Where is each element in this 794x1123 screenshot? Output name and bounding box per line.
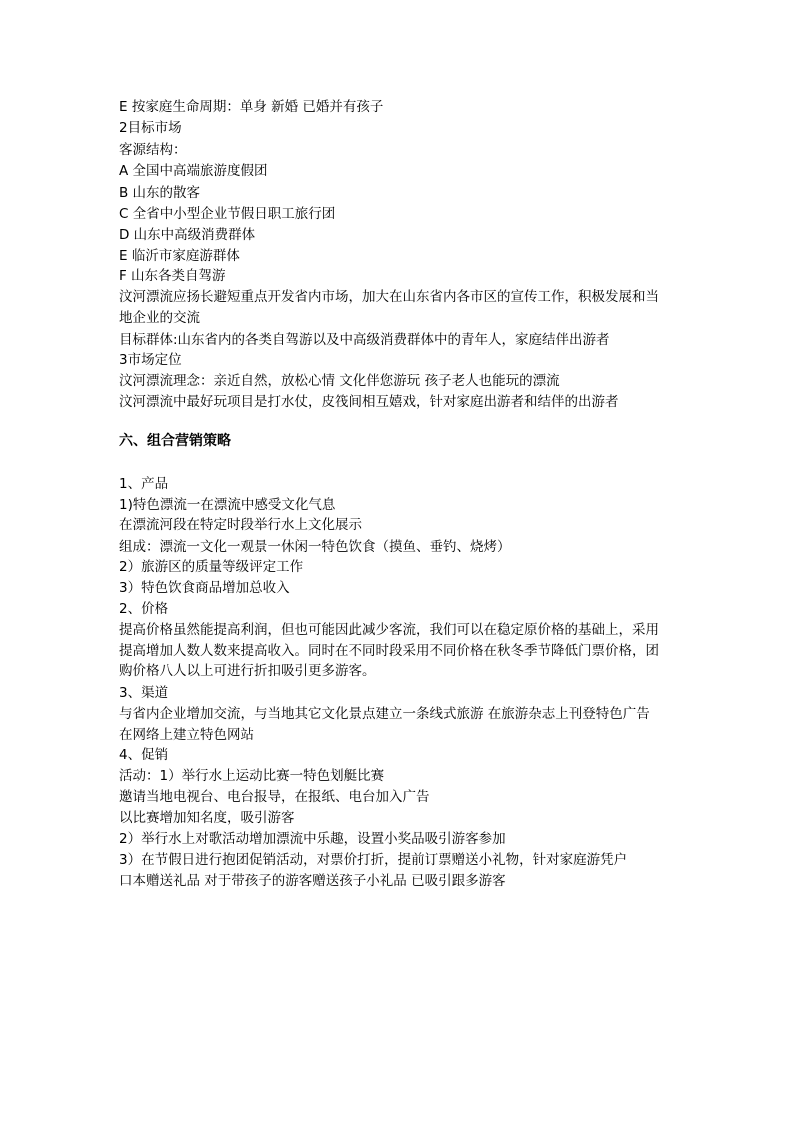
text-line: 地企业的交流 bbox=[119, 310, 200, 326]
section-heading: 六、组合营销策略 bbox=[119, 433, 231, 449]
text-line: 与省内企业增加交流，与当地其它文化景点建立一条线式旅游 在旅游杂志上刊登特色广告 bbox=[119, 706, 650, 722]
text-line: 3）在节假日进行抱团促销活动，对票价打折，提前订票赠送小礼物，针对家庭游凭户 bbox=[119, 852, 628, 868]
text-line: 以比赛增加知名度，吸引游客 bbox=[119, 810, 295, 826]
text-line: 提高增加人数人数来提高收入。同时在不同时段采用不同价格在秋冬季节降低门票价格，团 bbox=[119, 643, 659, 659]
text-line: 4、促销 bbox=[119, 747, 169, 763]
text-line: 2目标市场 bbox=[119, 120, 182, 136]
text-line: 口本赠送礼品 对于带孩子的游客赠送孩子小礼品 已吸引跟多游客 bbox=[119, 873, 506, 889]
text-line: 3市场定位 bbox=[119, 352, 182, 368]
text-line: B 山东的散客 bbox=[119, 185, 201, 201]
text-line: 客源结构： bbox=[119, 142, 187, 158]
text-line: 在漂流河段在特定时段举行水上文化展示 bbox=[119, 517, 362, 533]
text-line: 汶河漂流应扬长避短重点开发省内市场，加大在山东省内各市区的宣传工作，积极发展和当 bbox=[119, 289, 659, 305]
text-line: 2）举行水上对歌活动增加漂流中乐趣，设置小奖品吸引游客参加 bbox=[119, 831, 506, 847]
text-line: 邀请当地电视台、电台报导，在报纸、电台加入广告 bbox=[119, 789, 430, 805]
text-line: 购价格八人以上可进行折扣吸引更多游客。 bbox=[119, 663, 376, 679]
text-line: 2）旅游区的质量等级评定工作 bbox=[119, 559, 304, 575]
text-line: 组成：漂流一文化一观景一休闲一特色饮食（摸鱼、垂钓、烧烤） bbox=[119, 539, 511, 555]
text-line: A 全国中高端旅游度假团 bbox=[119, 163, 268, 179]
text-line: E 临沂市家庭游群体 bbox=[119, 248, 240, 264]
text-line: 3）特色饮食商品增加总收入 bbox=[119, 580, 290, 596]
text-line: 2、价格 bbox=[119, 601, 169, 617]
text-line: E 按家庭生命周期：单身 新婚 已婚并有孩子 bbox=[119, 99, 384, 115]
text-line: 3、渠道 bbox=[119, 685, 169, 701]
text-line: 汶河漂流理念：亲近自然，放松心情 文化伴您游玩 孩子老人也能玩的漂流 bbox=[119, 373, 560, 389]
text-line: 目标群体:山东省内的各类自驾游以及中高级消费群体中的青年人，家庭结伴出游者 bbox=[119, 332, 610, 348]
text-line: 1、产品 bbox=[119, 476, 169, 492]
text-line: 在网络上建立特色网站 bbox=[119, 727, 254, 743]
text-line: 汶河漂流中最好玩项目是打水仗，皮筏间相互嬉戏，针对家庭出游者和结伴的出游者 bbox=[119, 394, 619, 410]
text-line: D 山东中高级消费群体 bbox=[119, 227, 256, 243]
text-line: 1)特色漂流一在漂流中感受文化气息 bbox=[119, 497, 336, 513]
text-line: 提高价格虽然能提高利润，但也可能因此减少客流，我们可以在稳定原价格的基础上，采用 bbox=[119, 622, 659, 638]
text-line: F 山东各类自驾游 bbox=[119, 268, 226, 284]
text-line: C 全省中小型企业节假日职工旅行团 bbox=[119, 206, 336, 222]
text-line: 活动：1）举行水上运动比赛一特色划艇比赛 bbox=[119, 768, 385, 784]
